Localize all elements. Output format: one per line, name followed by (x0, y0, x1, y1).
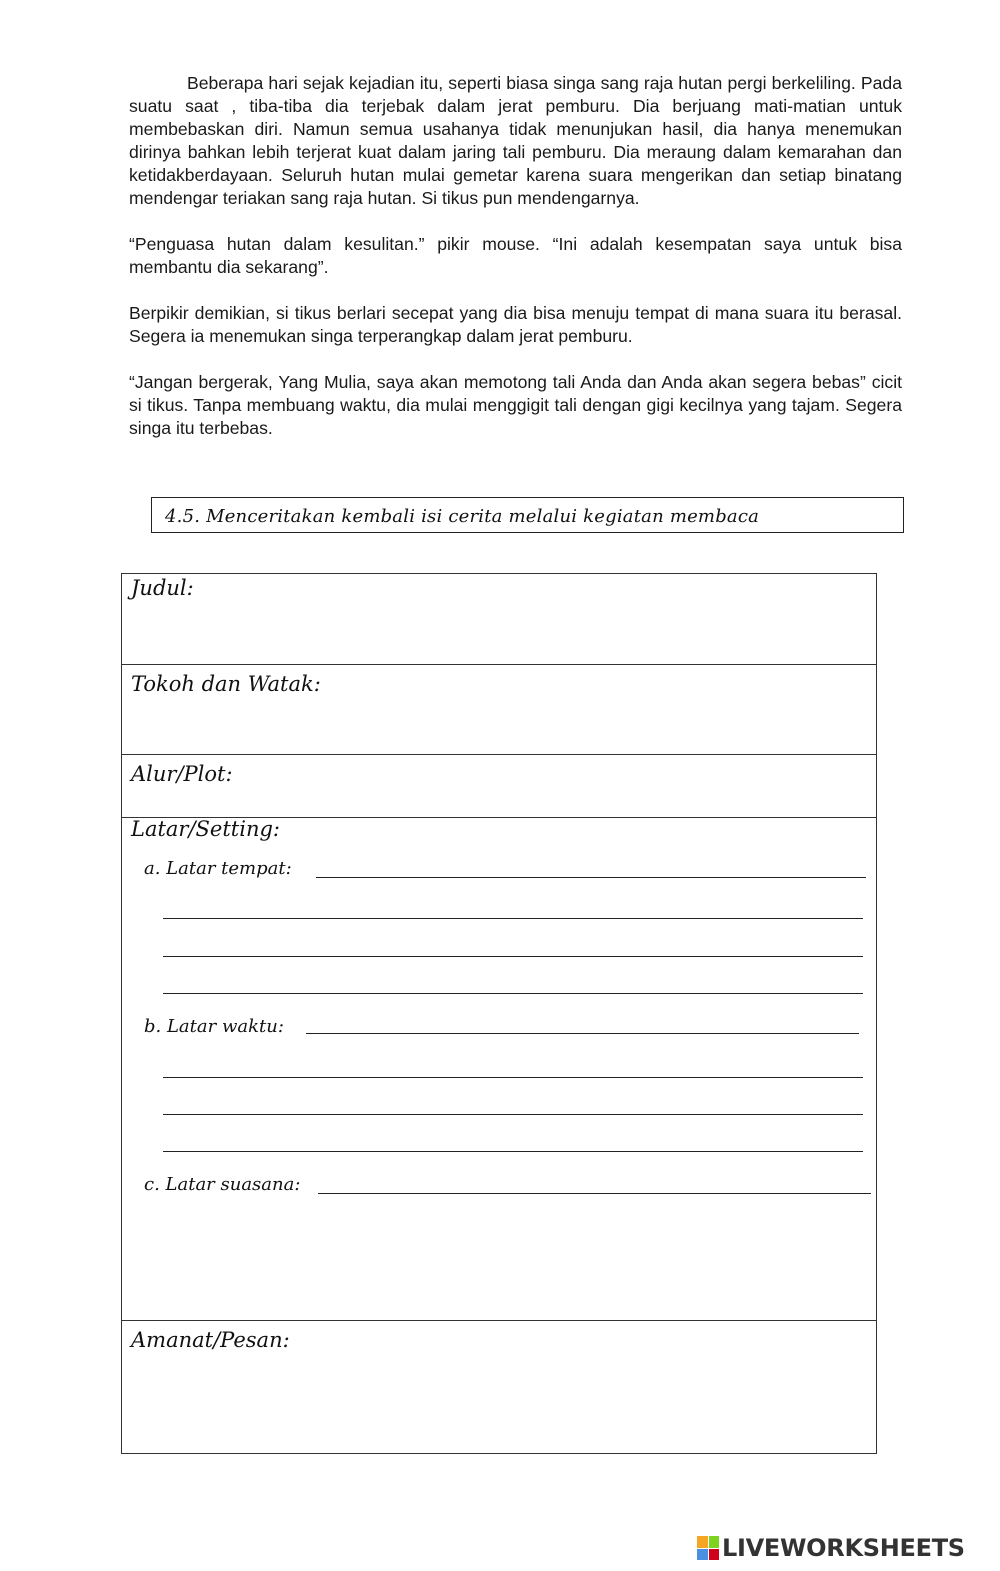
latar-waktu-label: b. Latar waktu: (144, 1016, 284, 1037)
latar-tempat-line[interactable] (163, 956, 863, 957)
liveworksheets-logo (697, 1533, 965, 1563)
logo-square (709, 1536, 720, 1548)
competency-title: 4.5. Menceritakan kembali isi cerita melalui kegiatan membaca (165, 506, 760, 527)
logo-mark-icon (697, 1536, 719, 1560)
story-paragraph: Berpikir demikian, si tikus berlari secepat yang dia bisa menuju tempat di mana suara itu berasal. Segera ia menemukan singa terperangkap dalam jerat pemburu. (129, 303, 902, 346)
latar-suasana-line[interactable] (318, 1193, 871, 1194)
logo-square (709, 1549, 720, 1561)
competency-box (151, 497, 904, 533)
latar-label: Latar/Setting: (131, 817, 280, 841)
latar-waktu-line[interactable] (163, 1077, 863, 1078)
story-text (129, 72, 902, 463)
amanat-label: Amanat/Pesan: (131, 1328, 290, 1352)
latar-tempat-line[interactable] (163, 993, 863, 994)
row-divider (122, 754, 876, 755)
story-paragraph: “Jangan bergerak, Yang Mulia, saya akan memotong tali Anda dan Anda akan segera bebas” cicit si tikus. Tanpa membuang waktu, dia mulai menggigit tali dengan gigi kecilnya yang tajam. Segera singa itu terbebas. (129, 372, 902, 438)
row-divider (122, 1320, 876, 1321)
latar-waktu-line[interactable] (163, 1114, 863, 1115)
row-divider (122, 664, 876, 665)
logo-square (697, 1549, 708, 1561)
latar-tempat-line[interactable] (163, 918, 863, 919)
latar-waktu-line[interactable] (163, 1151, 863, 1152)
tokoh-label: Tokoh dan Watak: (131, 672, 321, 696)
logo-square (697, 1536, 708, 1548)
alur-label: Alur/Plot: (131, 762, 233, 786)
latar-tempat-line[interactable] (316, 877, 866, 878)
worksheet-table (121, 573, 877, 1454)
latar-waktu-line[interactable] (306, 1033, 859, 1034)
latar-suasana-label: c. Latar suasana: (144, 1174, 301, 1195)
logo-text: LIVEWORKSHEETS (722, 1534, 965, 1562)
story-paragraph: Beberapa hari sejak kejadian itu, seperti biasa singa sang raja hutan pergi berkeliling. Pada suatu saat , tiba-tiba dia terjebak dalam jerat pemburu. Dia berjuang mati-matian untuk membebaskan diri. Namun semua usahanya tidak menunjukan hasil, dia hanya menemukan dirinya bahkan lebih terjerat kuat dalam jaring tali pemburu. Dia meraung dalam kemarahan dan ketidakberdayaan. Seluruh hutan mulai gemetar karena suara mengerikan dan setiap binatang mendengar teriakan sang raja hutan. Si tikus pun mendengarnya. (129, 73, 902, 208)
latar-tempat-label: a. Latar tempat: (144, 858, 292, 879)
story-paragraph: “Penguasa hutan dalam kesulitan.” pikir mouse. “Ini adalah kesempatan saya untuk bisa membantu dia sekarang”. (129, 234, 902, 277)
judul-label: Judul: (131, 576, 194, 600)
